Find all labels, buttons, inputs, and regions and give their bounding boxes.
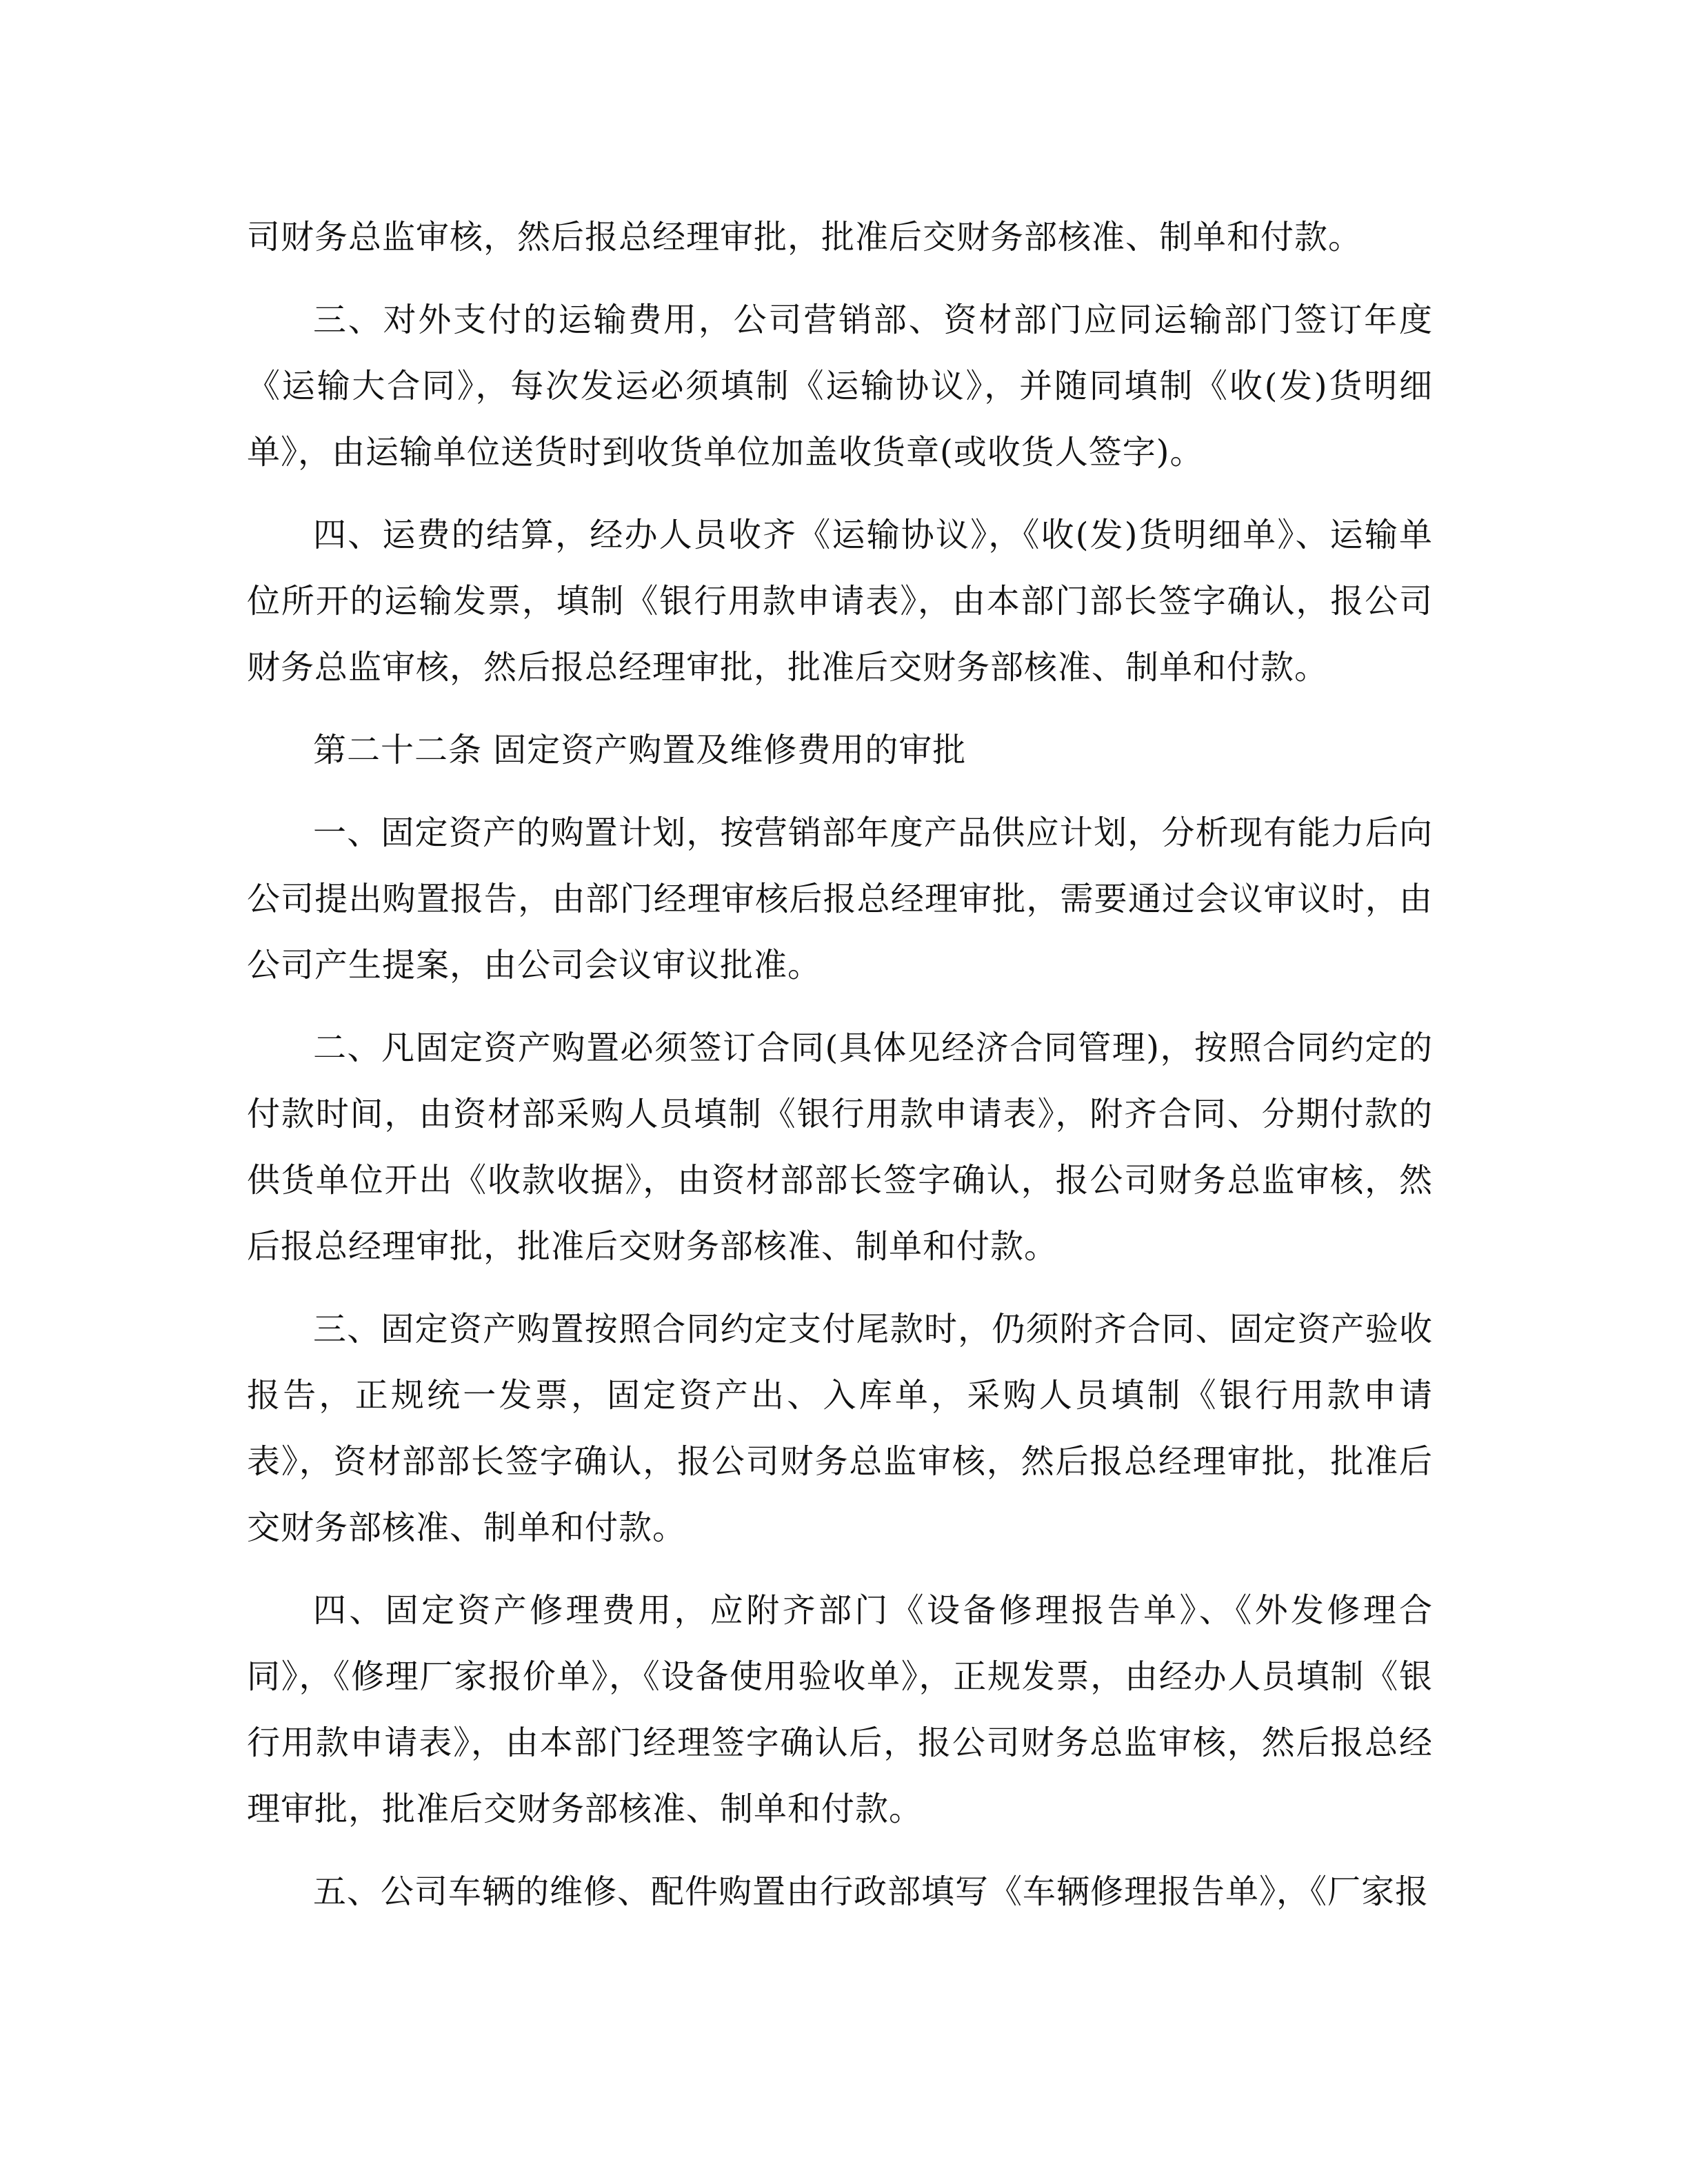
- paragraph-repair-costs: 四、固定资产修理费用，应附齐部门《设备修理报告单》、《外发修理合同》，《修理厂家报价单》，《设备使用验收单》，正规发票，由经办人员填制《银行用款申请表》，由本部门经理签字确认后，报公司财务总监审核，然后报总经理审批，批准后交财务部核准、制单和付款。: [247, 1591, 1433, 1828]
- paragraph-freight-settlement: 四、运费的结算，经办人员收齐《运输协议》，《收(发)货明细单》、运输单位所开的运输发票，填制《银行用款申请表》，由本部门部长签字确认，报公司财务总监审核，然后报总经理审批，批准后交财务部核准、制单和付款。: [247, 516, 1433, 687]
- paragraph-transport-contract: 三、对外支付的运输费用，公司营销部、资材部门应同运输部门签订年度《运输大合同》，每次发运必须填制《运输协议》，并随同填制《收(发)货明细单》，由运输单位送货时到收货单位加盖收货章(或收货人签字)。: [247, 301, 1433, 472]
- paragraph-purchase-plan: 一、固定资产的购置计划，按营销部年度产品供应计划，分析现有能力后向公司提出购置报告，由部门经理审核后报总经理审批，需要通过会议审议时，由公司产生提案，由公司会议审议批准。: [247, 813, 1433, 984]
- paragraph-purchase-contract: 二、凡固定资产购置必须签订合同(具体见经济合同管理)，按照合同约定的付款时间，由资材部采购人员填制《银行用款申请表》，附齐合同、分期付款的供货单位开出《收款收据》，由资材部部长签字确认，报公司财务总监审核，然后报总经理审批，批准后交财务部核准、制单和付款。: [247, 1029, 1433, 1266]
- paragraph-continuation: 司财务总监审核，然后报总经理审批，批准后交财务部核准、制单和付款。: [247, 218, 1363, 256]
- paragraph-final-payment: 三、固定资产购置按照合同约定支付尾款时，仍须附齐合同、固定资产验收报告，正规统一发票，固定资产出、入库单，采购人员填制《银行用款申请表》，资材部部长签字确认，报公司财务总监审核，然后报总经理审批，批准后交财务部核准、制单和付款。: [247, 1310, 1433, 1547]
- document-body: [247, 204, 1433, 1941]
- paragraph-vehicle-repair: 五、公司车辆的维修、配件购置由行政部填写《车辆修理报告单》，《厂家报: [313, 1872, 1429, 1911]
- article-heading-22: 第二十二条 固定资产购置及维修费用的审批: [313, 731, 967, 769]
